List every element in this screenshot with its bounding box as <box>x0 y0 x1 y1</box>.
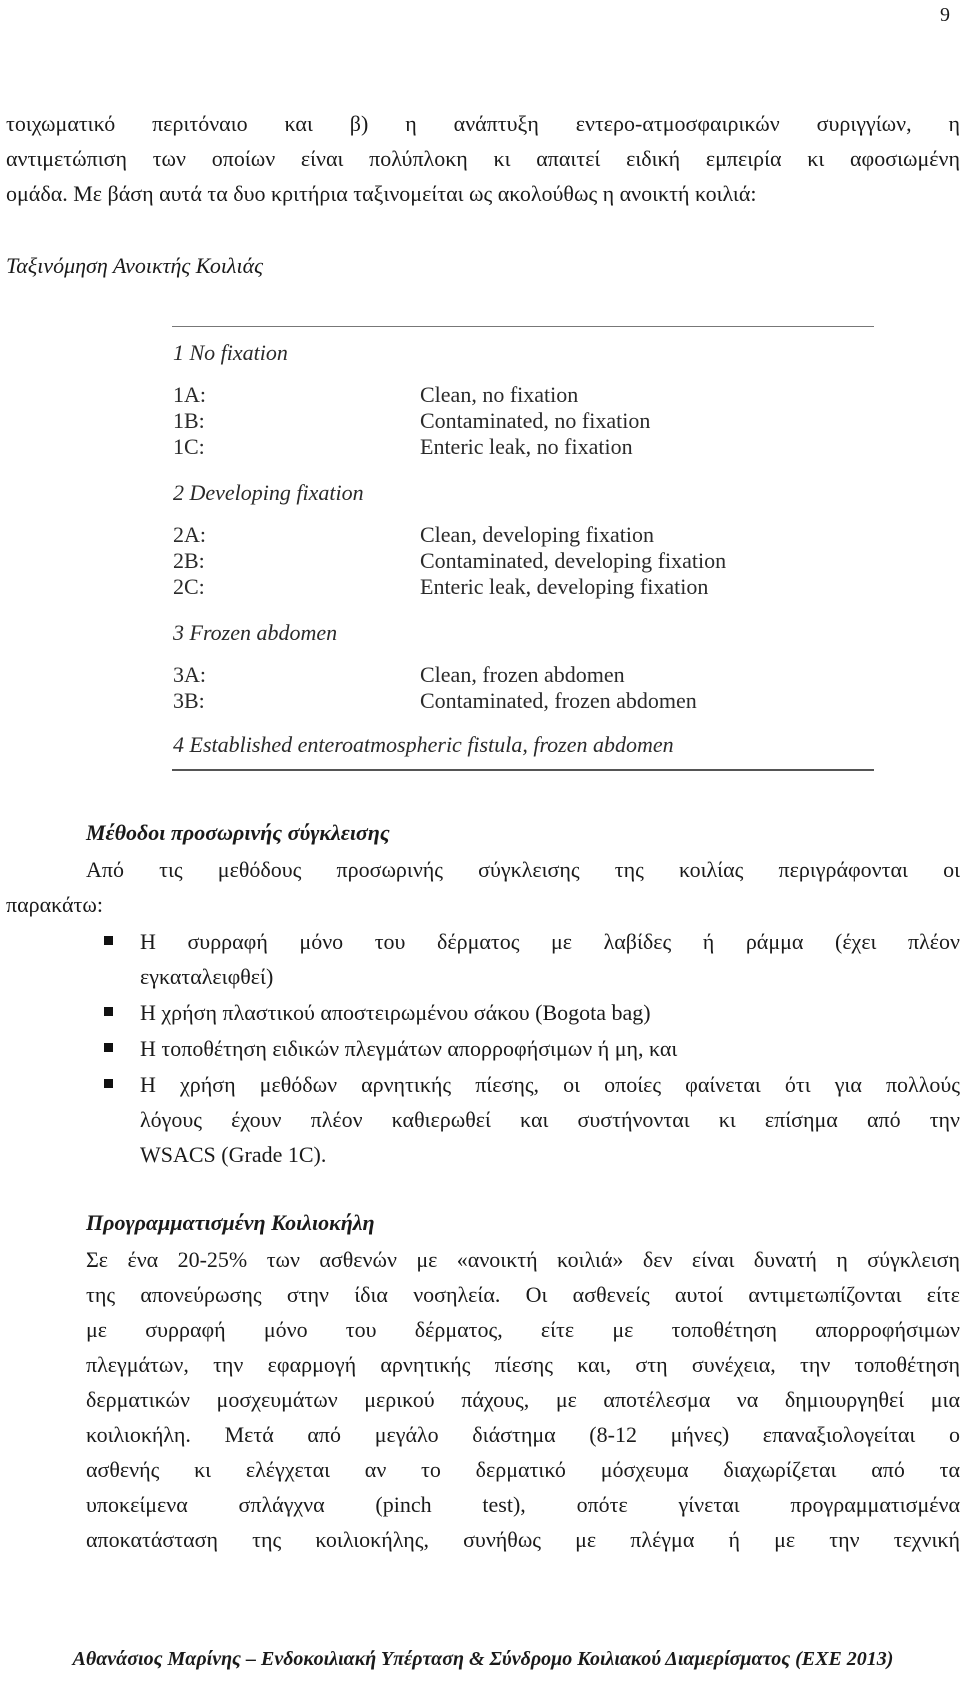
row-desc: Clean, frozen abdomen <box>420 662 625 687</box>
page-number: 9 <box>940 4 950 26</box>
list-item <box>104 1031 960 1066</box>
list-item-text: Η συρραφή μόνο του δέρματος με λαβίδες ή ράμμα (έχει πλέον <box>140 929 960 954</box>
list-item <box>104 995 960 1030</box>
row-desc: Contaminated, frozen abdomen <box>420 688 697 713</box>
row-desc: Enteric leak, developing fixation <box>420 574 709 599</box>
programmed-heading: Προγραμματισμένη Κοιλιοκήλη <box>86 1210 375 1235</box>
paragraph-line: υποκείμενα σπλάγχνα (pinch test), οπότε γίνεται προγραμματισμένα <box>86 1492 960 1517</box>
paragraph-line: κοιλιοκήλη. Μετά από μεγάλο διάστημα (8-12 μήνες) επαναξιολογείται ο <box>86 1422 960 1447</box>
row-desc: Clean, developing fixation <box>420 522 654 547</box>
row-code: 2B: <box>173 548 205 573</box>
table-top-rule <box>172 326 874 327</box>
programmed-paragraph <box>86 1242 960 1557</box>
methods-list <box>104 924 960 1173</box>
methods-intro <box>6 852 960 922</box>
row-code: 1C: <box>173 434 205 459</box>
row-desc: Clean, no fixation <box>420 382 579 407</box>
row-desc: Enteric leak, no fixation <box>420 434 633 459</box>
intro-line: ομάδα. Με βάση αυτά τα δυο κριτήρια ταξινομείται ως ακολούθως η ανοικτή κοιλιά: <box>6 181 757 206</box>
group-title: 2 Developing fixation <box>173 480 364 505</box>
list-item-text: Η τοποθέτηση ειδικών πλεγμάτων απορροφήσιμων ή μη, και <box>140 1036 678 1061</box>
row-code: 1A: <box>173 382 206 407</box>
table-bottom-rule <box>172 769 874 771</box>
methods-heading: Μέθοδοι προσωρινής σύγκλεισης <box>86 820 390 845</box>
row-code: 1B: <box>173 408 205 433</box>
paragraph-line: ασθενής κι ελέγχεται αν το δερματικό μόσχευμα διαχωρίζεται από τα <box>86 1457 960 1482</box>
list-item-text: εγκαταλειφθεί) <box>140 964 274 989</box>
paragraph-line: δερματικών μοσχευμάτων μερικού πάχους, με αποτέλεσμα να δημιουργηθεί μια <box>86 1387 960 1412</box>
list-item <box>104 1067 960 1172</box>
intro-line: τοιχωματικό περιτόναιο και β) η ανάπτυξη εντερο-ατμοσφαιρικών συριγγίων, η <box>6 111 960 136</box>
list-item-text: Η χρήση πλαστικού αποστειρωμένου σάκου (Bogota bag) <box>140 1000 651 1025</box>
bullet-square-icon <box>104 936 113 945</box>
list-item-text: Η χρήση μεθόδων αρνητικής πίεσης, οι οποίες φαίνεται ότι για πολλούς <box>140 1072 960 1097</box>
paragraph-line: Σε ένα 20-25% των ασθενών με «ανοικτή κοιλιά» δεν είναι δυνατή η σύγκλειση <box>86 1247 960 1272</box>
methods-intro-line: Από τις μεθόδους προσωρινής σύγκλεισης της κοιλίας περιγράφονται οι <box>86 857 960 882</box>
methods-intro-line: παρακάτω: <box>6 892 103 917</box>
bullet-square-icon <box>104 1079 113 1088</box>
paragraph-line: της απονεύρωσης στην ίδια νοσηλεία. Οι ασθενείς αυτοί αντιμετωπίζονται είτε <box>86 1282 960 1307</box>
bullet-square-icon <box>104 1007 113 1016</box>
row-code: 3A: <box>173 662 206 687</box>
bullet-square-icon <box>104 1043 113 1052</box>
row-code: 3B: <box>173 688 205 713</box>
page-footer: Αθανάσιος Μαρίνης – Ενδοκοιλιακή Υπέρταση & Σύνδρομο Κοιλιακού Διαμερίσματος (ΕΧΕ 2013) <box>72 1648 894 1670</box>
classification-heading: Ταξινόμηση Ανοικτής Κοιλιάς <box>6 253 264 278</box>
intro-paragraph <box>6 106 960 211</box>
group-title: 4 Established enteroatmospheric fistula, frozen abdomen <box>173 732 674 757</box>
paragraph-line: με συρραφή μόνο του δέρματος, είτε με τοποθέτηση απορροφήσιμων <box>86 1317 960 1342</box>
paragraph-line: αποκατάσταση της κοιλιοκήλης, συνήθως με πλέγμα ή με την τεχνική <box>86 1527 960 1552</box>
row-desc: Contaminated, developing fixation <box>420 548 727 573</box>
paragraph-line: πλεγμάτων, την εφαρμογή αρνητικής πίεσης και, στη συνέχεια, την τοποθέτηση <box>86 1352 960 1377</box>
intro-line: αντιμετώπιση των οποίων είναι πολύπλοκη κι απαιτεί ειδική εμπειρία κι αφοσιωμένη <box>6 146 960 171</box>
list-item-text: WSACS (Grade 1C). <box>140 1142 327 1167</box>
row-code: 2C: <box>173 574 205 599</box>
classification-table <box>172 326 874 770</box>
row-code: 2A: <box>173 522 206 547</box>
group-title: 3 Frozen abdomen <box>173 620 338 645</box>
group-title: 1 No fixation <box>173 340 288 365</box>
list-item <box>104 924 960 994</box>
list-item-text: λόγους έχουν πλέον καθιερωθεί και συστήνονται κι επίσημα από την <box>140 1107 960 1132</box>
row-desc: Contaminated, no fixation <box>420 408 651 433</box>
